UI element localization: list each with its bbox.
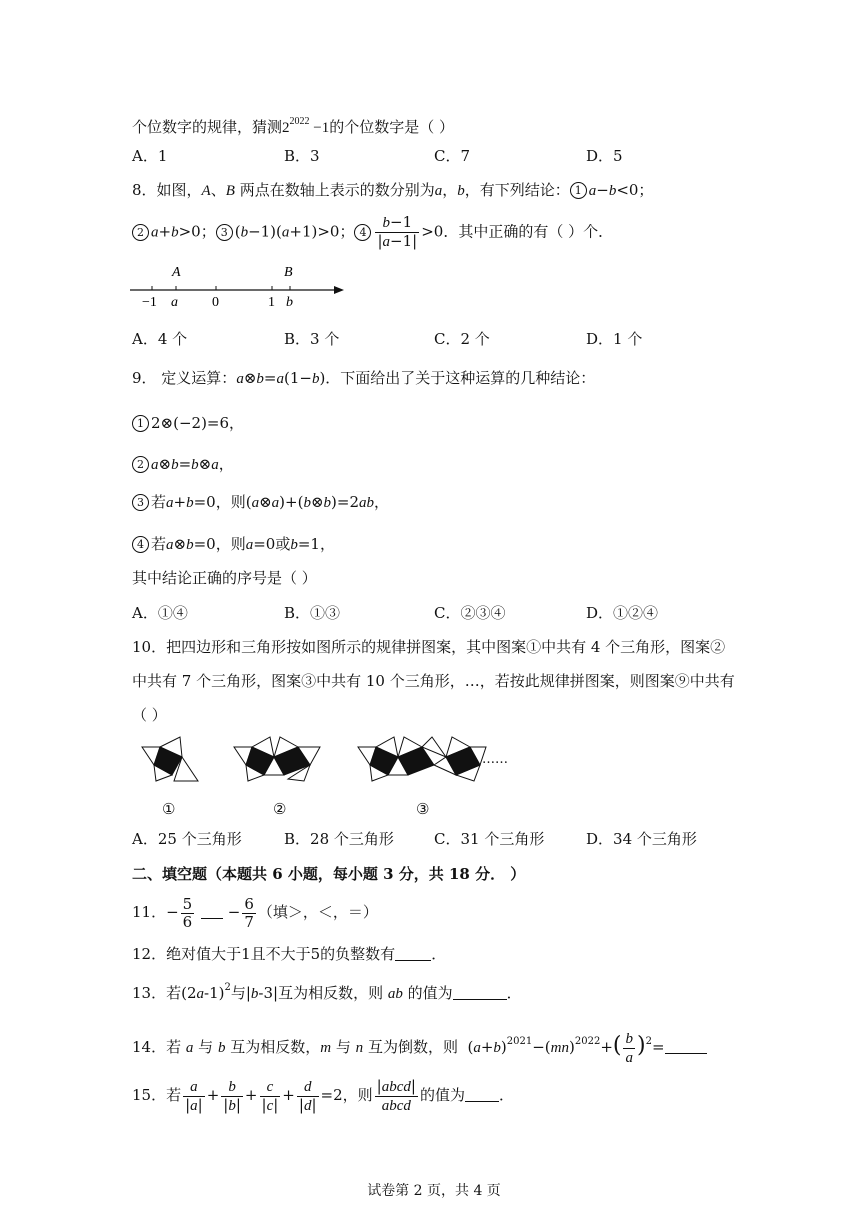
pattern-1-label: ① [162,800,176,818]
q10-option-d: D．34 个三角形 [586,830,697,848]
section-2-heading: 二、填空题（本题共 6 小题，每小题 3 分，共 18 分． ） [132,865,526,883]
q9-conclusion-2: 2 a⊗b=b⊗a， [132,454,234,475]
label-a: a [171,295,178,310]
q9-option-c: C．②③④ [434,604,506,622]
q10-line2: 中共有 7 个三角形，图案③中共有 10 个三角形，…，若按此规律拼图案，则图案⑨中共有 [132,672,735,690]
q8-option-d: D．1 个 [586,330,643,348]
q11: 11．− $\frac{5}{6}$ − $\frac{6}{7}$ （填＞，＜，＝） [132,894,378,931]
q8-stem: 8．如图，A、B 两点在数轴上表示的数分别为a，b，有下列结论： 1 a−b<0； [132,181,654,199]
q10-line3: （ ） [132,706,167,724]
q7-option-d: D．5 [586,147,623,165]
pattern-2-label: ② [273,800,287,818]
q7-option-b: B．3 [284,147,320,165]
q8-option-c: C．2 个 [434,330,490,348]
pattern-continuation: …… [482,752,508,767]
q9-question: 其中结论正确的序号是（ ） [132,569,317,587]
page-footer: 试卷第 2 页，共 4 页 [367,1183,501,1199]
q9-conclusion-1: 1 2⊗(−2)=6， [132,413,244,433]
q9-conclusion-4: 4 若a⊗b=0，则a=0或b=1， [132,534,335,555]
label-zero: 0 [212,295,219,310]
q7-stem: 个位数字的规律，猜测$2^{2022} -1$的个位数字是（ ） [132,116,455,136]
label-A: A [172,265,181,280]
q15: 15．若 $\frac{a}{|a|}$ + $\frac{b}{|b|}$ + $\frac{c}{|c|}$ + $\frac{d}{|d|}$ =2，则 $\frac{\text{|abcd|}}{\text{abcd}}$ 的值为 ． [132,1076,514,1114]
pattern-3-figure [356,735,488,787]
q7-option-a: A．1 [132,147,168,165]
pattern-2-figure [232,735,328,787]
label-one: 1 [268,295,275,310]
q13: 13．若$(2a-1)^2$与|b-3|互为相反数，则 ab 的值为 ． [132,982,522,1002]
q9-conclusion-3: 3 若a+b=0，则(a⊗a)+(b⊗b)=2ab， [132,492,389,513]
q8-option-b: B．3 个 [284,330,340,348]
label-B: B [284,265,293,280]
q14: 14．若 a 与 b 互为相反数，m 与 n 互为倒数，则 $(a+b)^{2021}-(mn)^{2022}+$( $\frac{b}{a}$ )$^2$= [132,1022,707,1068]
q8-conclusions: 2 a+b>0； 3 (b−1)(a+1)>0； 4 $\frac{b-1}{|a-1|}$ >0．其中正确的有（ ）个． [132,214,613,251]
q7-option-c: C．7 [434,147,471,165]
pattern-3-label: ③ [416,800,430,818]
q10-line1: 10．把四边形和三角形按如图所示的规律拼图案，其中图案①中共有 4 个三角形，图案② [132,638,726,656]
q9-stem: 9． 定义运算：a⊗b=a(1−b)．下面给出了关于这种运算的几种结论： [132,369,596,387]
label-b: b [286,295,293,310]
pattern-1-figure [138,735,202,787]
number-line-figure [128,260,348,312]
q8-option-a: A．4 个 [132,330,188,348]
q9-option-d: D．①②④ [586,604,659,622]
q12: 12．绝对值大于1且不大于5的负整数有 ． [132,945,447,963]
arrow-icon [334,286,344,294]
label-minus-one: −1 [142,295,157,310]
q9-option-b: B．①③ [284,604,341,622]
q10-option-b: B．28 个三角形 [284,830,394,848]
q9-option-a: A．①④ [132,604,188,622]
q10-option-a: A．25 个三角形 [132,830,242,848]
q10-option-c: C．31 个三角形 [434,830,545,848]
